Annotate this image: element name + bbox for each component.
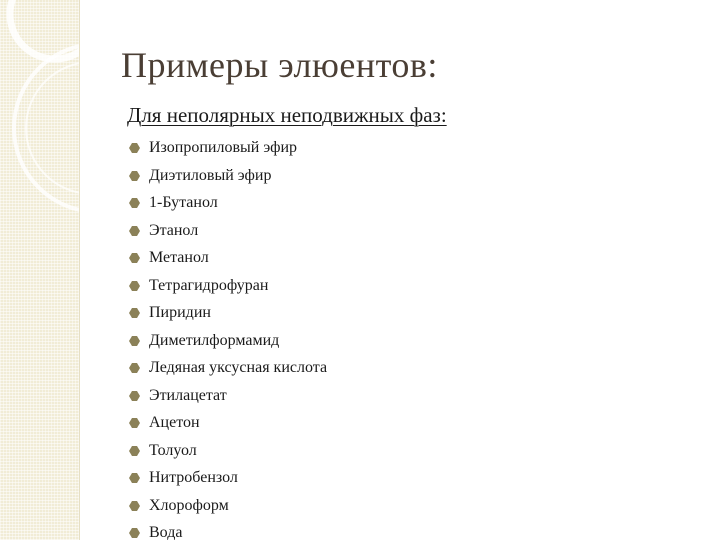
list-item-label: Диэтиловый эфир (149, 166, 272, 184)
slide-title: Примеры элюентов: (121, 45, 438, 85)
list-item (127, 217, 327, 245)
list-item-label: Пиридин (149, 304, 211, 321)
bullet-icon (129, 171, 140, 181)
bullet-icon (129, 336, 140, 346)
list-item (127, 299, 327, 327)
bullet-icon (129, 501, 140, 511)
side-decor-band (0, 0, 79, 540)
band-edge-line (79, 0, 80, 540)
list-item (127, 134, 327, 162)
list-item (127, 162, 327, 190)
list-item (127, 437, 327, 465)
list-item (127, 354, 327, 382)
list-item (127, 244, 327, 272)
list-item-label: Этанол (149, 221, 199, 239)
bullet-icon (129, 226, 140, 236)
list-item-label: Тетрагидрофуран (149, 276, 269, 294)
bullet-icon (129, 198, 140, 208)
bullet-icon (129, 418, 140, 428)
list-item-label: Ледяная уксусная кислота (149, 359, 328, 376)
list-item-label: Хлороформ (149, 496, 229, 514)
bullet-icon (129, 143, 140, 153)
bullet-icon (129, 391, 140, 401)
bullet-icon (129, 363, 140, 373)
list-item (127, 519, 327, 547)
bullet-icon (129, 446, 140, 456)
bullet-icon (129, 473, 140, 483)
list-item (127, 382, 327, 410)
bullet-icon (129, 253, 140, 263)
bullet-icon (129, 528, 140, 538)
bullet-icon (129, 308, 140, 318)
list-item-label: Диметилформамид (149, 331, 280, 349)
bullet-icon (129, 281, 140, 291)
list-item-label: Метанол (149, 249, 209, 266)
list-item-label: Этилацетат (149, 386, 227, 404)
list-item-label: Толуол (149, 441, 197, 459)
list-item (127, 492, 327, 520)
list-item (127, 272, 327, 300)
list-item-label: Изопропиловый эфир (149, 139, 298, 156)
list-item (127, 409, 327, 437)
list-item (127, 464, 327, 492)
decorative-circles (0, 0, 79, 540)
eluent-list (127, 134, 327, 547)
slide-subtitle: Для неполярных неподвижных фаз: (127, 103, 447, 127)
list-item-label: Вода (149, 524, 183, 541)
list-item (127, 327, 327, 355)
list-item (127, 189, 327, 217)
list-item-label: Нитробензол (149, 469, 238, 486)
list-item-label: 1-Бутанол (149, 194, 218, 211)
list-item-label: Ацетон (149, 414, 200, 431)
